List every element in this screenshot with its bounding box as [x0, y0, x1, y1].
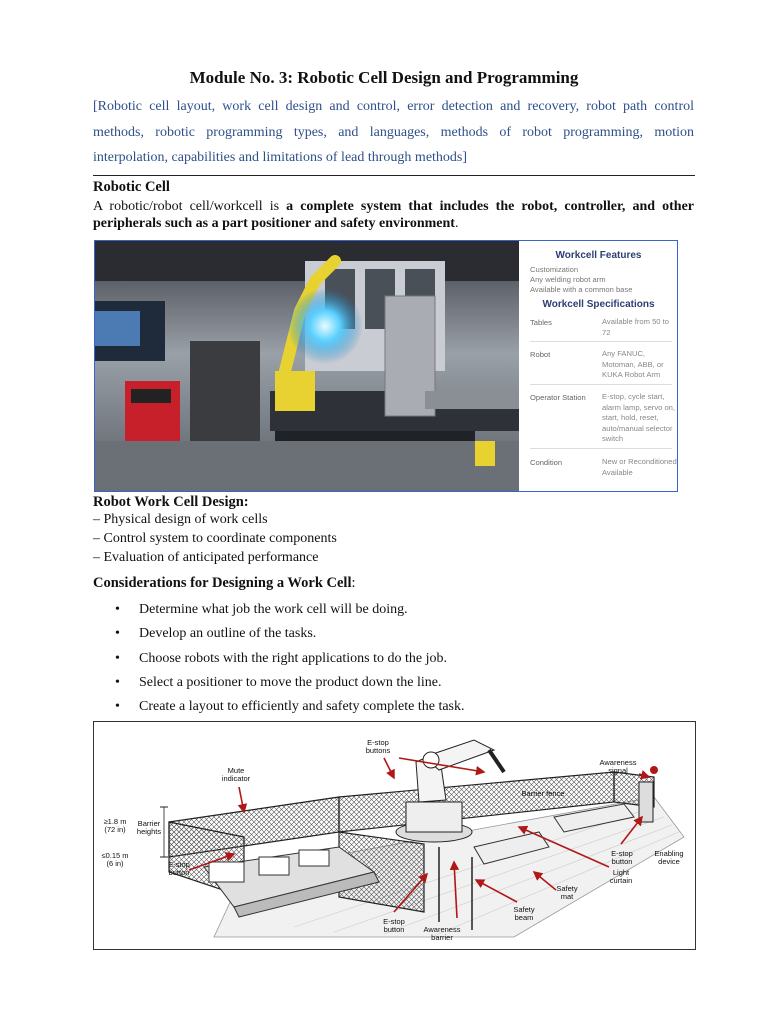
list-item-text: Choose robots with the right applications to do the job.: [139, 650, 447, 666]
page-title: Module No. 3: Robotic Cell Design and Programming: [189, 68, 579, 87]
label-estop-buttons: E-stop buttons: [365, 738, 391, 755]
spec-divider: [530, 384, 672, 385]
heading-colon: :: [351, 575, 356, 591]
label-barrier-heights: Barrier heights: [136, 819, 162, 836]
spec-value: New or Reconditioned Available: [602, 457, 677, 477]
considerations-heading-text: Considerations for Designing a Work Cell: [93, 575, 352, 591]
design-list: [93, 510, 337, 567]
definition-end: .: [454, 216, 459, 231]
feature-item: Any welding robot arm: [530, 275, 606, 284]
spec-key: Tables: [530, 318, 552, 327]
workcell-safety-diagram: [93, 721, 696, 950]
list-item: – Physical design of work cells: [93, 512, 268, 527]
spec-value: Any FANUC, Motoman, ABB, or KUKA Robot Arm: [602, 349, 664, 379]
label-height-low: ≤0.15 m (6 in): [101, 851, 129, 868]
label-estop-button-bottom: E-stop button: [383, 917, 405, 934]
bullet: •: [115, 626, 120, 642]
label-awareness-signal: Awareness signal: [599, 758, 637, 775]
spec-key: Condition: [530, 458, 563, 467]
label-awareness-barrier: Awareness barrier: [423, 925, 461, 942]
label-enabling-device: Enabling device: [654, 849, 684, 866]
welding-workcell-photo: [95, 241, 519, 491]
work-cell-design-heading: Robot Work Cell Design:: [93, 494, 249, 510]
list-item-text: Select a positioner to move the product down the line.: [139, 674, 442, 690]
label-light-curtain: Light curtain: [609, 868, 633, 885]
spec-value: E-stop, cycle start, alarm lamp, servo on, start, hold, reset, auto/manual selector switch: [602, 392, 676, 443]
bullet: •: [115, 602, 120, 617]
bullet: •: [115, 650, 120, 666]
definition-lead: A robotic/robot cell/workcell is: [93, 199, 287, 214]
module-topics: [Robotic cell layout, work cell design and control, error detection and recovery, robot path control methods, robotic programming types, and languages, methods of robot programming, motion interpolation, capabilities and limitations of lead through methods]: [93, 99, 694, 165]
label-barrier-fence: Barrier fence: [521, 789, 565, 798]
label-safety-beam: Safety beam: [513, 905, 535, 922]
spec-key: Operator Station: [530, 393, 586, 402]
label-estop-button-left: E-stop button: [168, 860, 190, 877]
label-safety-mat: Safety mat: [556, 884, 578, 901]
robotic-cell-heading: Robotic Cell: [93, 179, 170, 195]
list-item: – Evaluation of anticipated performance: [93, 550, 319, 565]
bullet: •: [115, 674, 120, 690]
definition-bold: a complete system that includes the robot, controller, and other peripherals such as a part positioner and safety environment: [93, 199, 694, 231]
workcell-spec-panel: [520, 241, 677, 491]
feature-item: Customization: [530, 265, 579, 274]
robotic-cell-definition: [93, 198, 694, 232]
features-heading: Workcell Features: [555, 250, 642, 261]
spec-divider: [530, 341, 672, 342]
list-item-text: Create a layout to efficiently and safety complete the task.: [139, 699, 465, 715]
label-mute-indicator: Mute indicator: [221, 766, 251, 783]
label-estop-button-right: E-stop button: [611, 849, 633, 866]
feature-item: Available with a common base: [530, 285, 633, 294]
spec-divider: [530, 448, 672, 449]
divider: [93, 175, 695, 176]
considerations-heading: [93, 575, 356, 592]
spec-key: Robot: [530, 350, 551, 359]
workcell-figure: [94, 240, 678, 492]
safety-layout-drawing: [94, 722, 695, 949]
list-item-text: Determine what job the work cell will be doing.: [139, 602, 408, 617]
label-height-high: ≥1.8 m (72 in): [103, 817, 127, 834]
list-item: – Control system to coordinate components: [93, 531, 337, 546]
bullet: •: [115, 699, 120, 715]
list-item-text: Develop an outline of the tasks.: [139, 626, 317, 642]
spec-value: Available from 50 to 72: [602, 317, 669, 337]
specs-heading: Workcell Specifications: [542, 299, 655, 310]
